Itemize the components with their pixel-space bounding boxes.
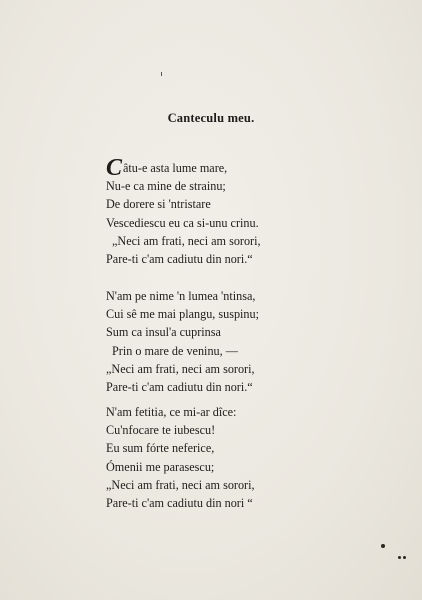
- ink-spot: [381, 544, 385, 548]
- poem-line: Vescediescu eu ca si-unu crinu.: [106, 215, 259, 230]
- refrain-line: Pare-ti c'am cadiutu din nori.“: [106, 379, 253, 394]
- refrain-line: Pare-ti c'am cadiutu din nori.“: [106, 251, 253, 266]
- poem-line: Prin o mare de veninu, —: [112, 343, 238, 358]
- poem-line: [106, 155, 406, 181]
- poem-line: Cui sê me mai plangu, suspinu;: [106, 307, 260, 322]
- refrain-line: „Neci am frati, neci am sorori,: [106, 361, 255, 376]
- poem-line: Cu'nfocare te iubescu!: [106, 423, 216, 438]
- ink-spot: [403, 556, 406, 559]
- poem-line: N'am pe nime 'n lumea 'ntinsa,: [106, 289, 256, 303]
- first-line-rest: âtu-e asta lume mare,: [123, 161, 228, 175]
- drop-cap: C: [106, 155, 123, 181]
- refrain-line: Pare-ti c'am cadiutu din nori “: [106, 495, 253, 510]
- refrain-line: „Neci am frati, neci am sorori,: [112, 233, 261, 248]
- poem-line: N'am fetitia, ce mi-ar dîce:: [106, 405, 237, 419]
- poem-line: Nu-e ca mine de strainu;: [106, 179, 226, 194]
- stanza-2: [106, 287, 406, 396]
- poem-title: Canteculu meu.: [167, 111, 255, 125]
- stanza-1: [106, 155, 406, 268]
- poem-line: Eu sum fórte neferice,: [106, 441, 215, 456]
- poem-line: Ómenii me parasescu;: [106, 459, 215, 474]
- stanza-3: [106, 403, 406, 512]
- poem-line: De dorere si 'ntristare: [106, 197, 211, 212]
- refrain-line: „Neci am frati, neci am sorori,: [106, 477, 255, 492]
- ink-spot: [398, 556, 401, 559]
- poem-line: Sum ca insul'a cuprinsa: [106, 325, 221, 340]
- print-speck: [161, 72, 162, 76]
